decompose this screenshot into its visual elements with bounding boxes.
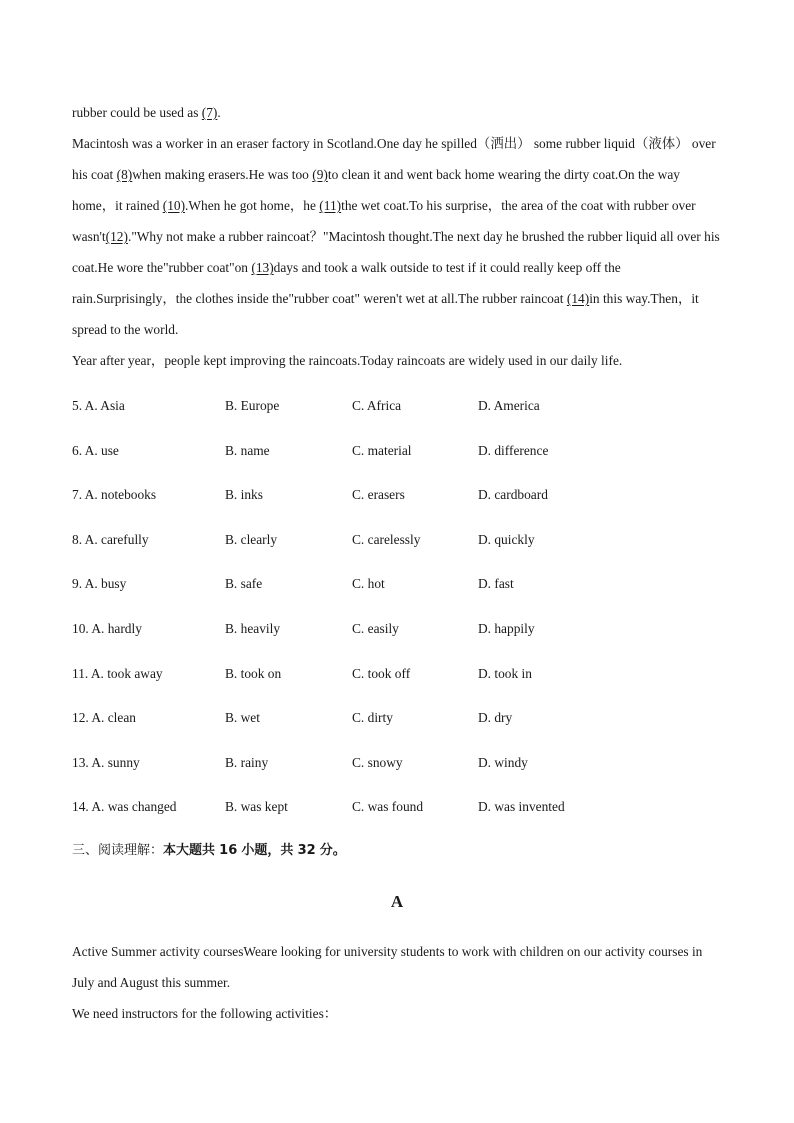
blank-12: (12) — [105, 229, 128, 244]
option-c: C. material — [352, 442, 412, 458]
question-options-list — [72, 391, 724, 837]
option-d: D. America — [478, 398, 540, 413]
cloze-text: . — [217, 105, 221, 120]
blank-11: (11) — [319, 198, 342, 213]
option-d: D. difference — [478, 442, 549, 458]
section-heading-text: 本大题共 — [163, 843, 216, 858]
option-c: C. took off — [352, 665, 411, 681]
option-d: D. quickly — [478, 531, 535, 547]
cloze-text: the wet coat.To his surprise，the area of the coat with rubber over wasn't — [72, 198, 696, 244]
section-heading — [72, 836, 346, 866]
blank-8: (8) — [116, 167, 133, 182]
cloze-text: when making erasers.He was too — [132, 167, 313, 182]
question-row — [72, 569, 724, 614]
option-c: C. was found — [352, 799, 424, 815]
option-a: 14. A. was changed — [72, 799, 177, 815]
blank-9: (9) — [312, 167, 328, 182]
cloze-line-continued — [72, 97, 724, 128]
option-b: B. was kept — [225, 799, 288, 815]
option-a: 5. A. Asia — [72, 398, 125, 413]
option-b: B. rainy — [225, 754, 269, 770]
option-a: 9. A. busy — [72, 576, 127, 592]
question-row — [72, 792, 724, 837]
section-heading-text: 分。 — [319, 843, 346, 858]
option-b: B. wet — [225, 710, 260, 726]
question-count: 16 — [219, 843, 238, 858]
cloze-text: ."Why not make a rubber raincoat？"Macintosh thought.The next day he brushed the rubber liquid all over his coat.He wore the"rubber coat"on — [72, 229, 720, 275]
question-row — [72, 391, 724, 436]
question-row — [72, 525, 724, 570]
section-heading-text: 小题，共 — [241, 843, 294, 858]
option-b: B. name — [225, 442, 270, 458]
option-b: B. clearly — [225, 531, 278, 547]
option-a: 12. A. clean — [72, 710, 136, 726]
question-row — [72, 703, 724, 748]
option-d: D. happily — [478, 620, 535, 636]
cloze-text: to clean it and went back home wearing the dirty coat.On the way home，it rained — [72, 167, 680, 213]
cloze-text: Macintosh was a worker in an eraser factory in Scotland.One day he spilled（洒出） some rubber liquid（液体） over his coat — [72, 136, 716, 182]
option-c: C. erasers — [352, 487, 405, 503]
option-d: D. was invented — [478, 799, 565, 815]
blank-10: (10) — [162, 198, 186, 213]
question-row — [72, 436, 724, 481]
section-heading-label: 三、阅读理解： — [72, 843, 164, 858]
cloze-text: days and took a walk outside to test if it could really keep off the rain.Surprisingly，the clothes inside the"rubber coat" weren't wet at all.The rubber raincoat — [72, 260, 621, 306]
question-row — [72, 748, 724, 793]
option-c: C. easily — [352, 620, 399, 636]
cloze-paragraph-last: Year after year，people kept improving the raincoats.Today raincoats are widely used in our daily life. — [72, 353, 623, 368]
option-a: 13. A. sunny — [72, 754, 140, 770]
option-a: 7. A. notebooks — [72, 487, 157, 503]
cloze-text: rubber could be used as — [72, 105, 202, 120]
total-points: 32 — [297, 843, 316, 858]
question-row — [72, 480, 724, 525]
option-b: B. heavily — [225, 620, 281, 636]
option-a: 8. A. carefully — [72, 531, 149, 547]
option-d: D. took in — [478, 665, 532, 681]
option-d: D. dry — [478, 710, 513, 726]
option-c: C. carelessly — [352, 531, 421, 547]
option-b: B. Europe — [225, 398, 280, 413]
cloze-text: in this way.Then，it spread to the world. — [72, 291, 699, 337]
passage-title: A — [390, 892, 404, 911]
option-a: 10. A. hardly — [72, 620, 142, 636]
option-d: D. fast — [478, 576, 514, 592]
blank-13: (13) — [251, 260, 274, 275]
option-a: 6. A. use — [72, 442, 119, 458]
option-d: D. windy — [478, 754, 528, 770]
option-b: B. took on — [225, 665, 282, 681]
option-c: C. Africa — [352, 398, 402, 413]
passage-paragraph: We need instructors for the following activities： — [72, 1006, 338, 1021]
blank-7: (7) — [201, 105, 218, 120]
option-c: C. snowy — [352, 754, 403, 770]
option-c: C. dirty — [352, 710, 393, 726]
option-c: C. hot — [352, 576, 385, 592]
option-a: 11. A. took away — [72, 665, 163, 681]
question-row — [72, 614, 724, 659]
option-b: B. inks — [225, 487, 263, 503]
cloze-text: .When he got home，he — [185, 198, 320, 213]
option-d: D. cardboard — [478, 487, 548, 503]
question-row — [72, 659, 724, 704]
cloze-paragraph — [72, 128, 724, 345]
passage-paragraph: Active Summer activity coursesWeare looking for university students to work with children on our activity courses in July and August this summer. — [72, 944, 703, 990]
option-b: B. safe — [225, 576, 263, 592]
blank-14: (14) — [566, 291, 590, 306]
